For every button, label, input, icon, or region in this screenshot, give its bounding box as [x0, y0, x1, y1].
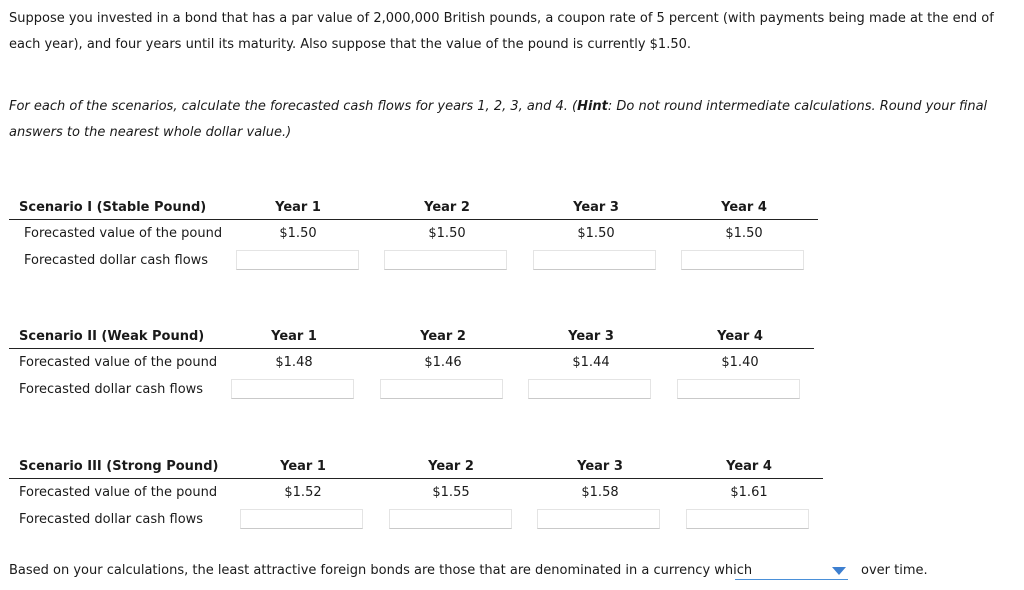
- scenario-3-pound-year-4: $1.61: [730, 485, 768, 500]
- scenario-1-pound-label: Forecasted value of the pound: [24, 226, 223, 241]
- scenario-2-pound-year-2: $1.46: [424, 355, 462, 370]
- scenario-2-cashflow-year-4-input[interactable]: [677, 379, 800, 399]
- conclusion-text-end: over time.: [861, 563, 928, 578]
- instructions-line-1: For each of the scenarios, calculate the forecasted cash flows for years 1, 2, 3, and 4. (Hint: Do not round intermediate calculations. Round your final: [9, 99, 988, 114]
- scenario-2-divider: [9, 348, 814, 349]
- scenario-3-cashflow-year-1-input[interactable]: [240, 509, 363, 529]
- scenario-2-cashflow-label: Forecasted dollar cash flows: [19, 382, 204, 397]
- scenario-2-pound-year-3: $1.44: [572, 355, 610, 370]
- scenario-2-cashflow-year-1-input[interactable]: [231, 379, 354, 399]
- scenario-1-pound-year-3: $1.50: [577, 226, 615, 241]
- scenario-3-cashflow-year-4-input[interactable]: [686, 509, 809, 529]
- scenario-3-cashflow-year-2-input[interactable]: [389, 509, 512, 529]
- scenario-2-year-4-header: Year 4: [717, 329, 763, 344]
- scenario-2-pound-year-4: $1.40: [721, 355, 759, 370]
- scenario-1-year-1-header: Year 1: [275, 200, 321, 215]
- scenario-3-pound-year-2: $1.55: [432, 485, 470, 500]
- scenario-3-pound-year-1: $1.52: [284, 485, 322, 500]
- hint-label: Hint: [577, 99, 608, 114]
- scenario-2-pound-label: Forecasted value of the pound: [19, 355, 218, 370]
- scenario-2-year-3-header: Year 3: [568, 329, 614, 344]
- currency-trend-dropdown[interactable]: [735, 561, 848, 580]
- scenario-3-year-4-header: Year 4: [726, 459, 772, 474]
- scenario-1-cashflow-year-2-input[interactable]: [384, 250, 507, 270]
- scenario-1-pound-year-1: $1.50: [279, 226, 317, 241]
- scenario-3-year-3-header: Year 3: [577, 459, 623, 474]
- scenario-1-year-4-header: Year 4: [721, 200, 767, 215]
- scenario-3-divider: [9, 478, 823, 479]
- scenario-1-year-2-header: Year 2: [424, 200, 470, 215]
- scenario-2-cashflow-year-3-input[interactable]: [528, 379, 651, 399]
- scenario-2-year-2-header: Year 2: [420, 329, 466, 344]
- scenario-3-pound-year-3: $1.58: [581, 485, 619, 500]
- scenario-2-cashflow-year-2-input[interactable]: [380, 379, 503, 399]
- conclusion-text: Based on your calculations, the least attractive foreign bonds are those that are denominated in a currency which: [9, 563, 753, 578]
- scenario-1-divider: [9, 219, 818, 220]
- scenario-3-pound-label: Forecasted value of the pound: [19, 485, 218, 500]
- instructions-line-2: answers to the nearest whole dollar value.): [9, 125, 292, 140]
- problem-line-2: each year), and four years until its maturity. Also suppose that the value of the pound is currently $1.50.: [9, 37, 692, 52]
- instructions: [9, 94, 999, 146]
- problem-line-1: Suppose you invested in a bond that has a par value of 2,000,000 British pounds, a coupon rate of 5 percent (with payments being made at the end of: [9, 11, 994, 26]
- scenario-1-title: Scenario I (Stable Pound): [19, 200, 207, 215]
- scenario-1-cashflow-year-1-input[interactable]: [236, 250, 359, 270]
- dropdown-arrow-icon[interactable]: [832, 567, 846, 575]
- scenario-1-cashflow-year-3-input[interactable]: [533, 250, 656, 270]
- scenario-1-cashflow-label: Forecasted dollar cash flows: [24, 253, 209, 268]
- problem-statement: [9, 6, 999, 58]
- scenario-1-pound-year-2: $1.50: [428, 226, 466, 241]
- scenario-1-cashflow-year-4-input[interactable]: [681, 250, 804, 270]
- scenario-3-cashflow-year-3-input[interactable]: [537, 509, 660, 529]
- scenario-1-pound-year-4: $1.50: [725, 226, 763, 241]
- scenario-3-year-1-header: Year 1: [280, 459, 326, 474]
- scenario-2-title: Scenario II (Weak Pound): [19, 329, 205, 344]
- scenario-3-title: Scenario III (Strong Pound): [19, 459, 219, 474]
- scenario-2-pound-year-1: $1.48: [275, 355, 313, 370]
- scenario-3-year-2-header: Year 2: [428, 459, 474, 474]
- scenario-2-year-1-header: Year 1: [271, 329, 317, 344]
- scenario-1-year-3-header: Year 3: [573, 200, 619, 215]
- scenario-3-cashflow-label: Forecasted dollar cash flows: [19, 512, 204, 527]
